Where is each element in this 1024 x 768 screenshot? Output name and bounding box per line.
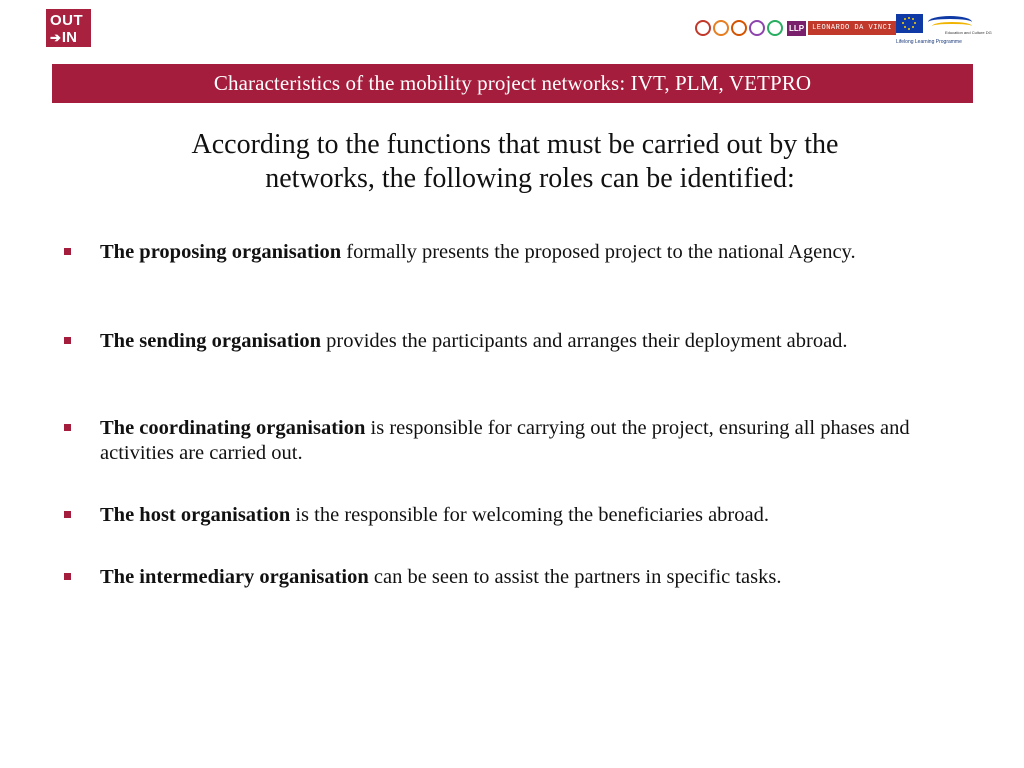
role-text: [100, 565, 970, 590]
bullet-icon: [64, 424, 71, 431]
role-description: is responsible for carrying out the project, ensuring all phases and activities are carried out.: [100, 417, 910, 464]
role-term: The sending organisation: [100, 330, 321, 352]
ldv-swirl-icon: [749, 20, 765, 36]
list-item: [60, 416, 970, 466]
leonardo-badge: LEONARDO DA VINCI: [808, 21, 896, 35]
role-term: The proposing organisation: [100, 241, 342, 263]
ldv-swirl-icon: [713, 20, 729, 36]
list-item: [60, 565, 970, 590]
intro-line-1: According to the functions that must be carried out by the: [191, 129, 839, 160]
role-term: The coordinating organisation: [100, 417, 366, 439]
role-term: The intermediary organisation: [100, 566, 369, 588]
ldv-swirl-icon: [695, 20, 711, 36]
slide-title-bar: [52, 64, 973, 103]
list-item: [60, 329, 970, 354]
role-description: can be seen to assist the partners in specific tasks.: [368, 566, 782, 588]
eu-programme-text: Lifelong Learning Programme: [896, 39, 962, 45]
right-arrow-icon: ➔: [50, 30, 61, 45]
role-text: [100, 503, 970, 528]
eu-llp-logo: [896, 14, 992, 48]
role-text: [100, 240, 970, 265]
outin-logo-top: OUT: [50, 12, 84, 29]
role-term: The host organisation: [100, 504, 291, 526]
outin-logo: [46, 9, 91, 47]
eu-dg-text: Education and Culture DG: [945, 30, 992, 35]
slide-title: Characteristics of the mobility project networks: IVT, PLM, VETPRO: [213, 71, 812, 95]
bullet-icon: [64, 573, 71, 580]
outin-logo-bottom: [50, 30, 91, 45]
llp-swoosh-accent-icon: [932, 22, 972, 30]
llp-mark: LLP: [787, 21, 806, 36]
bullet-icon: [64, 337, 71, 344]
intro-line-2: networks, the following roles can be identified:: [265, 163, 795, 194]
bullet-icon: [64, 248, 71, 255]
ldv-swirl-icon: [767, 20, 783, 36]
role-description: is the responsible for welcoming the beneficiaries abroad.: [290, 504, 769, 526]
leonardo-da-vinci-logo: [695, 16, 896, 40]
role-text: [100, 329, 970, 354]
list-item: [60, 240, 970, 265]
outin-logo-bottom-text: IN: [61, 29, 77, 46]
role-description: formally presents the proposed project to the national Agency.: [341, 241, 856, 263]
role-text: [100, 416, 970, 466]
ldv-swirl-icon: [731, 20, 747, 36]
list-item: [60, 503, 970, 528]
eu-flag-icon: [896, 14, 923, 33]
bullet-icon: [64, 511, 71, 518]
role-description: provides the participants and arranges their deployment abroad.: [321, 330, 848, 352]
slide-intro: [100, 128, 930, 196]
